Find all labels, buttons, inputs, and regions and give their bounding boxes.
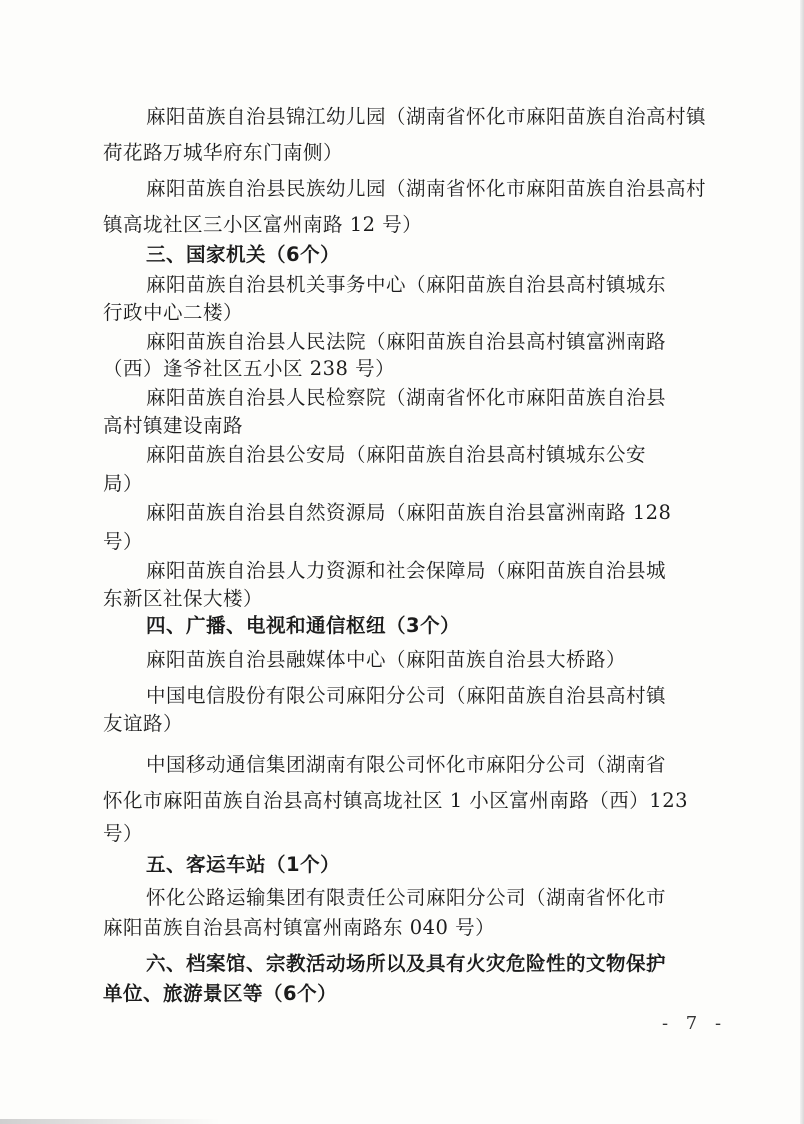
text-line: 号） (103, 822, 144, 845)
text-line: 镇高垅社区三小区富州南路 12 号） (103, 213, 423, 236)
scan-edge-shadow (800, 0, 804, 1124)
text-line: 麻阳苗族自治县人民检察院（湖南省怀化市麻阳苗族自治县 (146, 386, 667, 409)
text-line: 友谊路） (103, 712, 184, 735)
page-number: - 7 - (662, 1013, 728, 1034)
text-line: 麻阳苗族自治县自然资源局（麻阳苗族自治县富洲南路 128 (146, 501, 672, 524)
text-line: 麻阳苗族自治县高村镇富州南路东 040 号） (103, 916, 496, 939)
text-line: 麻阳苗族自治县锦江幼儿园（湖南省怀化市麻阳苗族自治高村镇 (146, 105, 707, 128)
text-line: 怀化公路运输集团有限责任公司麻阳分公司（湖南省怀化市 (146, 886, 667, 909)
scan-smudge (0, 1119, 220, 1124)
text-line: 号） (103, 530, 144, 553)
text-line: （西）逢爷社区五小区 238 号） (103, 357, 396, 380)
text-line: 中国电信股份有限公司麻阳分公司（麻阳苗族自治县高村镇 (146, 684, 667, 707)
text-line: 东新区社保大楼） (103, 587, 264, 610)
text-line: 麻阳苗族自治县民族幼儿园（湖南省怀化市麻阳苗族自治县高村 (146, 177, 707, 200)
text-line: 麻阳苗族自治县人民法院（麻阳苗族自治县高村镇富洲南路 (146, 330, 667, 353)
section-heading: 四、广播、电视和通信枢纽（3个） (146, 614, 461, 637)
text-line: 高村镇建设南路 (103, 414, 244, 437)
text-line: 行政中心二楼） (103, 301, 244, 324)
text-line: 怀化市麻阳苗族自治县高村镇高垅社区 1 小区富州南路（西）123 (103, 789, 689, 812)
section-heading: 单位、旅游景区等（6个） (103, 982, 338, 1005)
section-heading: 六、档案馆、宗教活动场所以及具有火灾危险性的文物保护 (146, 952, 667, 975)
text-line: 麻阳苗族自治县机关事务中心（麻阳苗族自治县高村镇城东 (146, 273, 667, 296)
text-line: 中国移动通信集团湖南有限公司怀化市麻阳分公司（湖南省 (146, 753, 667, 776)
text-line: 麻阳苗族自治县公安局（麻阳苗族自治县高村镇城东公安 (146, 443, 647, 466)
section-heading: 五、客运车站（1个） (146, 853, 341, 876)
section-heading: 三、国家机关（6个） (146, 243, 341, 266)
text-line: 荷花路万城华府东门南侧） (103, 141, 344, 164)
text-line: 麻阳苗族自治县融媒体中心（麻阳苗族自治县大桥路） (146, 648, 627, 671)
text-line: 局） (103, 472, 144, 495)
text-line: 麻阳苗族自治县人力资源和社会保障局（麻阳苗族自治县城 (146, 559, 667, 582)
